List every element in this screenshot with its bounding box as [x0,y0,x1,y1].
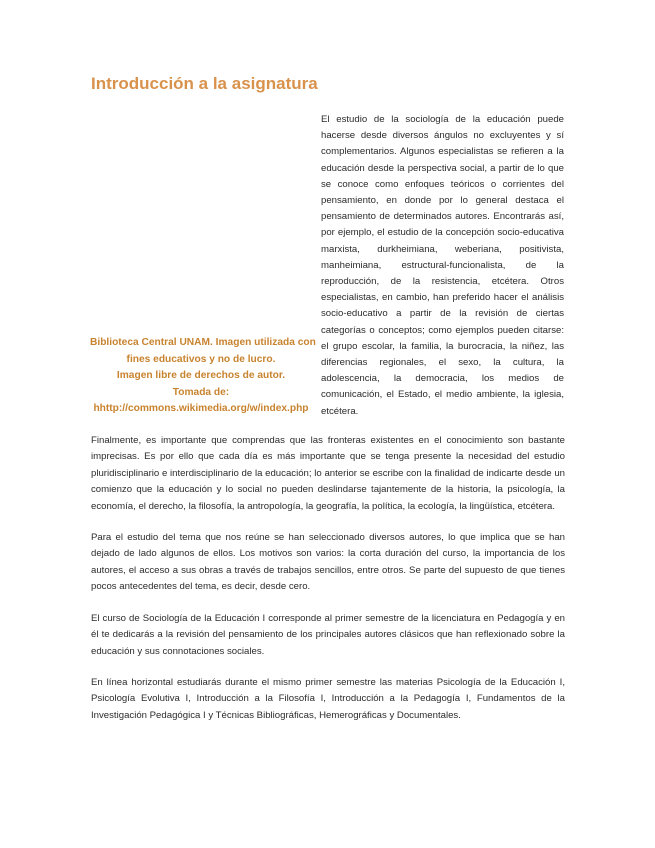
page-title: Introducción a la asignatura [91,74,318,93]
caption-line: Imagen libre de derechos de autor. [116,370,286,381]
caption-line: Biblioteca Central UNAM. Imagen utilizada con [90,337,316,348]
caption-source-url: hhttp://commons.wikimedia.org/w/index.php [93,403,309,414]
body-paragraph: En línea horizontal estudiarás durante el mismo primer semestre las materias Psicología de la Educación I, Psicología Evolutiva I, Introducción a la Filosofía I, Introducción a la Pedagogía I, Fundamentos de la Investigación Pedagógica I y Técnicas Bibliográficas, Hemerográficas y Documentales. [91,677,565,721]
body-paragraph: El curso de Sociología de la Educación I corresponde al primer semestre de la licenciatura en Pedagogía y en él te dedicarás a la revisión del pensamiento de los principales autores clásicos que han reflexionado sobre la educación y sus connotaciones sociales. [91,613,565,657]
image-caption [90,335,316,418]
caption-line: fines educativos y no de lucro. [126,353,276,365]
body-paragraph: Para el estudio del tema que nos reúne se han seleccionado diversos autores, lo que implica que se han dejado de lado algunos de ellos. Los motivos son varios: la corta duración del curso, la importancia de los autores, el acceso a sus obras a través de trabajos sencillos, entre otros. Se parte del supuesto de que tienes pocos antecedentes del tema, es decir, desde cero. [91,532,565,593]
caption-line: Tomada de: [172,386,230,398]
body-paragraph: Finalmente, es importante que comprendas que las fronteras existentes en el conocimiento son bastante imprecisas. Es por ello que cada día es más importante que se tenga presente la necesidad del estudio pluridisciplinario e interdisciplinario de la educación; lo anterior se escribe con la finalidad de indicarte desde un comienzo que la educación y lo social no pueden deslindarse tajantemente de la historia, la psicología, la economía, el derecho, la filosofía, la antropología, la geografía, la política, la ecología, la lingüística, etcétera. [91,435,565,512]
intro-paragraph: El estudio de la sociología de la educación puede hacerse desde diversos ángulos no excluyentes y sí complementarios. Algunos especialistas se refieren a la educación desde la perspectiva social, a partir de lo que se conoce como enfoques teóricos o corrientes del pensamiento, en donde por lo general destaca el pensamiento de determinados autores. Encontrarás así, por ejemplo, el estudio de la concepción socio-educativa marxista, durkheimiana, weberiana, positivista, manheimiana, estructural-funcionalista, de la reproducción, de la resistencia, etcétera. Otros especialistas, en cambio, han preferido hacer el análisis socio-educativo a partir de la revisión de ciertas categorías o conceptos; como ejemplos pueden citarse: el grupo escolar, la familia, la burocracia, la niñez, las diferencias regionales, el sexo, la cultura, la adolescencia, la democracia, los medios de comunicación, el Estado, el medio ambiente, la iglesia, etcétera. [321,114,564,417]
